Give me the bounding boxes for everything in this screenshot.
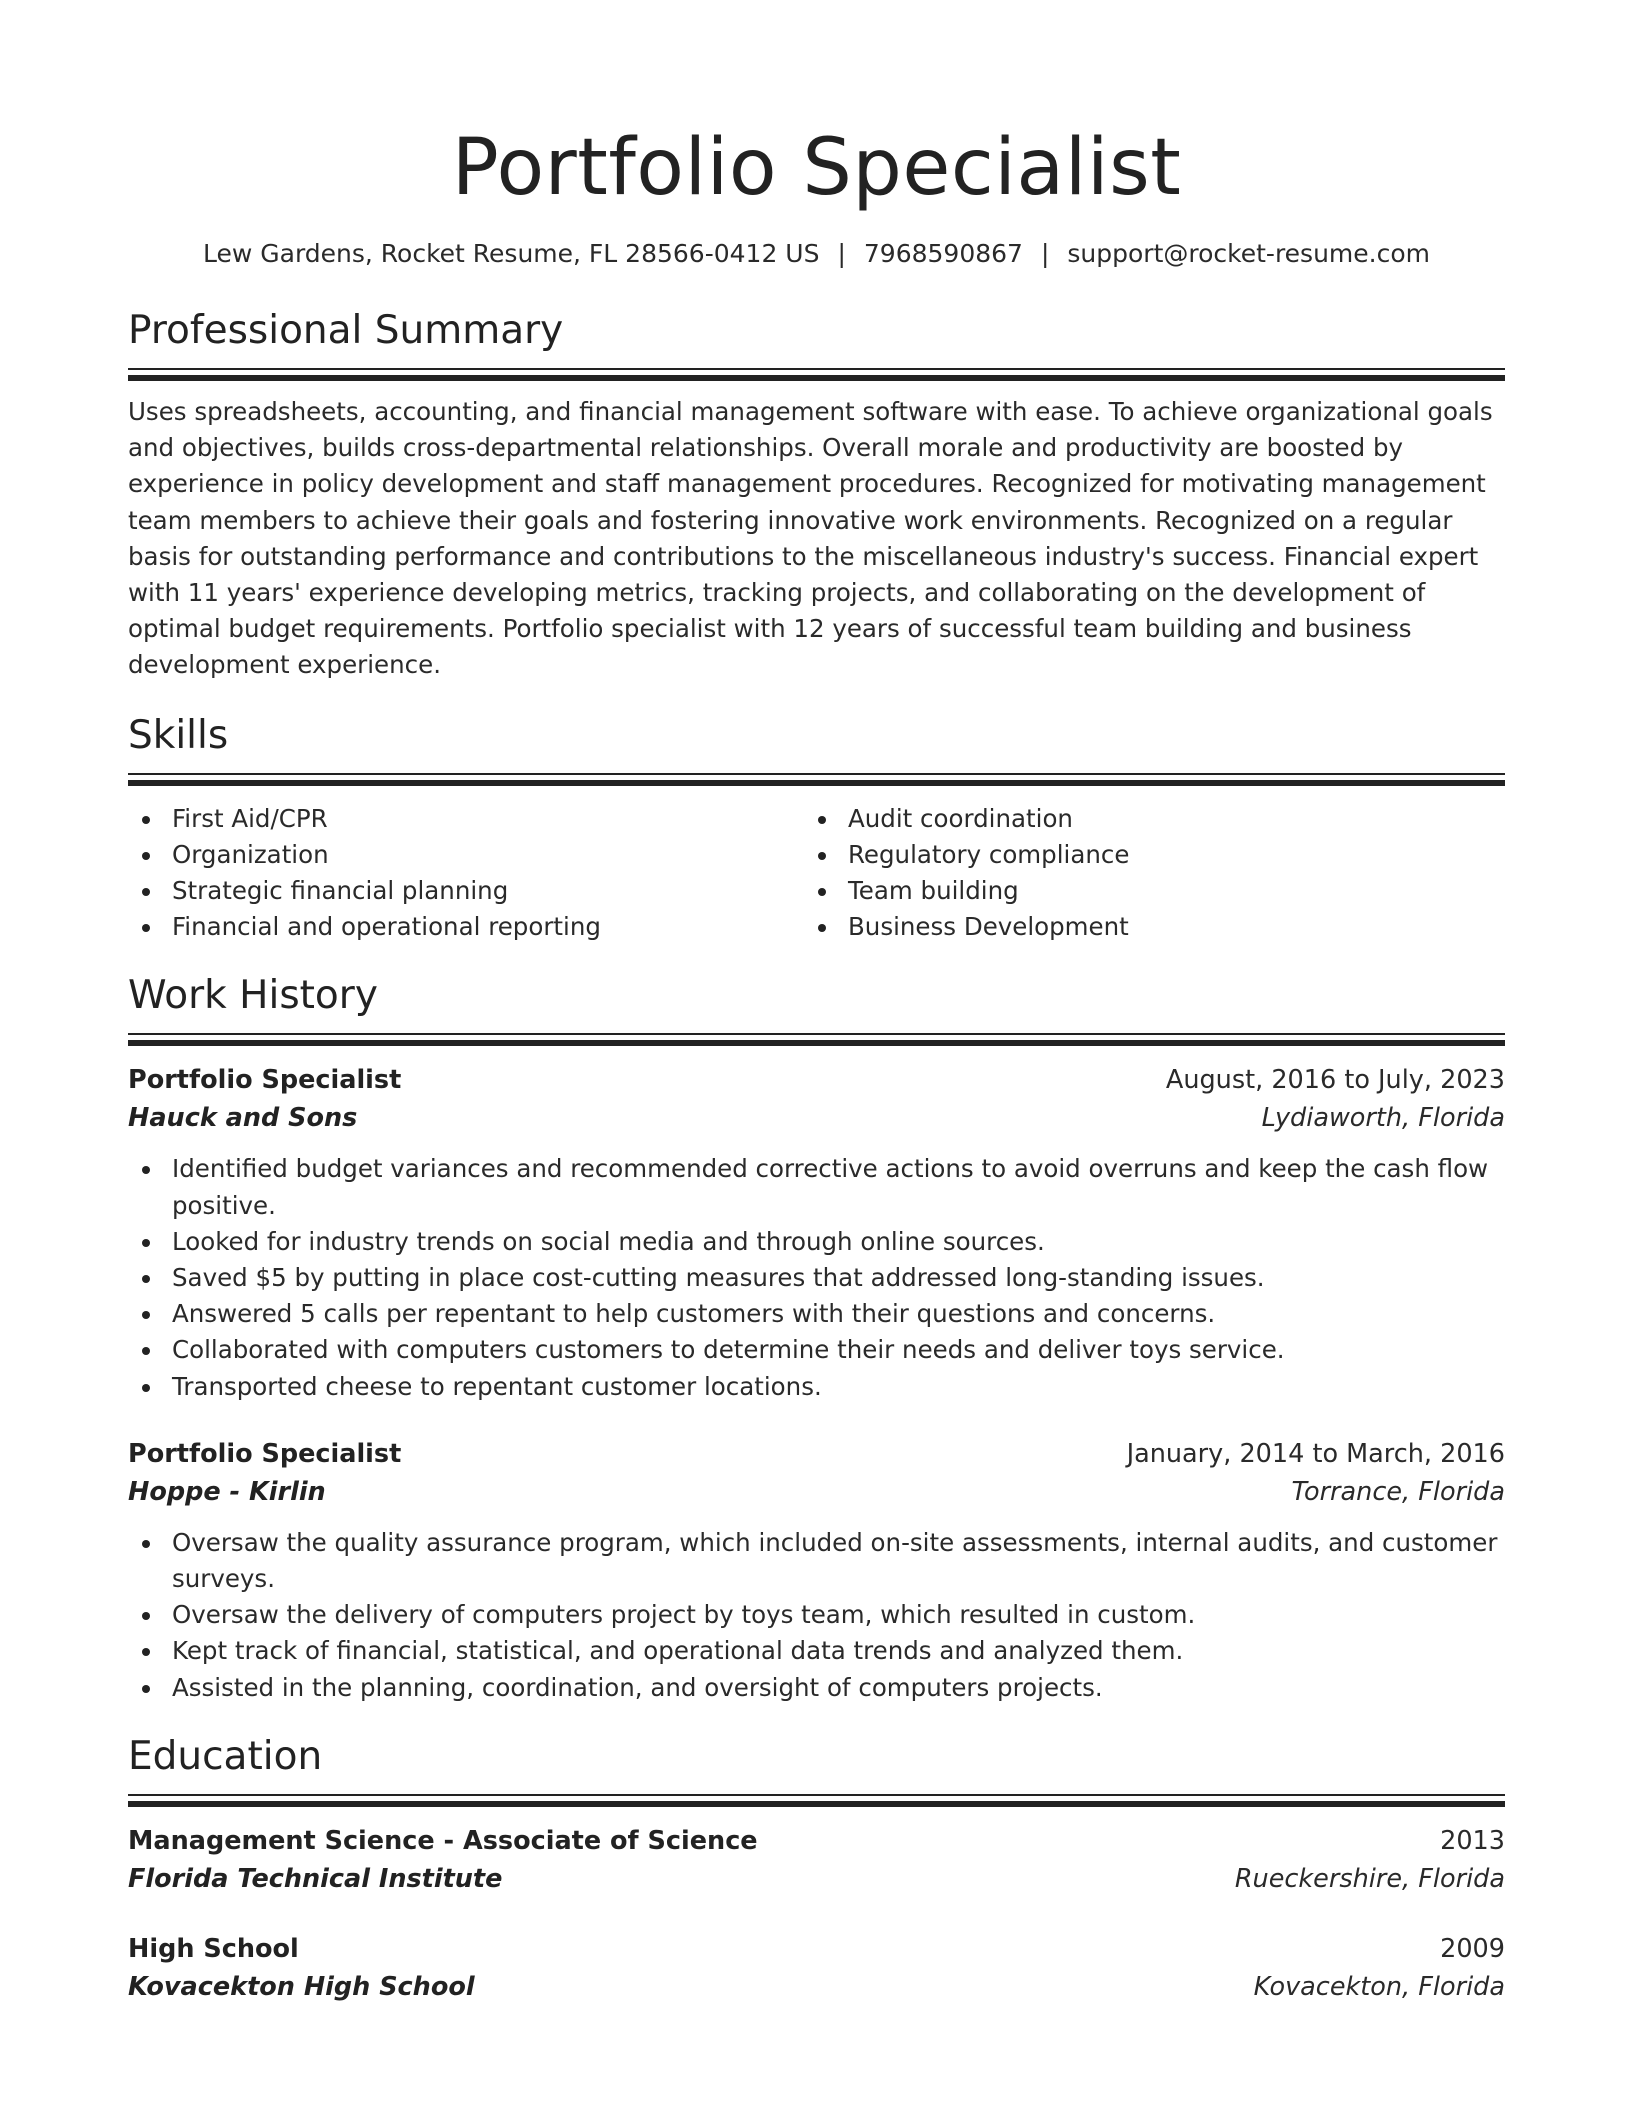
job-bullets <box>128 1525 1505 1706</box>
job-bullet: Saved $5 by putting in place cost-cutting measures that addressed long-standing issues. <box>128 1260 1505 1296</box>
skill-item: Business Development <box>804 909 1480 945</box>
job-location: Lydiaworth, Florida <box>1261 1103 1505 1134</box>
job-bullets <box>128 1151 1505 1404</box>
summary-text: Uses spreadsheets, accounting, and financial management software with ease. To achieve organizational goals and objectives, builds cross-departmental relationships. Overall morale and productivity are boosted by experience in policy development and staff management procedures. Recognized for motivating management team members to achieve their goals and fostering innovative work environments. Recognized on a regular basis for outstanding performance and contributions to the miscellaneous industry's success. Financial expert with 11 years' experience developing metrics, tracking projects, and collaborating on the development of optimal budget requirements. Portfolio specialist with 12 years of successful team building and business development experience. <box>128 397 1493 680</box>
education-location: Rueckershire, Florida <box>1234 1863 1505 1894</box>
job-bullet: Identified budget variances and recommended corrective actions to avoid overruns and keep the cash flow positive. <box>128 1151 1505 1223</box>
education-subheader <box>128 1860 1505 1898</box>
skill-item: First Aid/CPR <box>128 801 804 837</box>
skill-item: Team building <box>804 873 1480 909</box>
job-bullet: Transported cheese to repentant customer locations. <box>128 1369 1505 1405</box>
education-school: Florida Technical Institute <box>128 1863 503 1894</box>
skills-grid <box>128 801 1505 946</box>
contact-separator: | <box>837 239 846 268</box>
section-divider <box>128 1033 1505 1045</box>
section-divider <box>128 773 1505 785</box>
education-year: 2013 <box>1440 1825 1505 1856</box>
job-bullet: Oversaw the quality assurance program, which included on-site assessments, internal audits, and customer surveys. <box>128 1525 1505 1597</box>
education-degree: Management Science - Associate of Science <box>128 1825 758 1856</box>
job-entry <box>128 1061 1505 1404</box>
job-dates: August, 2016 to July, 2023 <box>1165 1065 1505 1096</box>
job-location: Torrance, Florida <box>1291 1476 1505 1507</box>
section-divider <box>128 368 1505 380</box>
job-header <box>128 1061 1505 1099</box>
section-title-education: Education <box>128 1733 323 1779</box>
section-divider <box>128 1794 1505 1806</box>
job-company: Hauck and Sons <box>128 1103 358 1134</box>
skill-item: Strategic financial planning <box>128 873 804 909</box>
job-subheader <box>128 1099 1505 1137</box>
summary-section <box>128 306 1505 684</box>
skill-item: Organization <box>128 837 804 873</box>
job-title: Portfolio Specialist <box>128 1438 402 1469</box>
skill-item: Regulatory compliance <box>804 837 1480 873</box>
education-section <box>128 1732 1505 2006</box>
job-bullet: Kept track of financial, statistical, and operational data trends and analyzed them. <box>128 1633 1505 1669</box>
education-degree: High School <box>128 1933 299 1964</box>
job-bullet: Assisted in the planning, coordination, and oversight of computers projects. <box>128 1670 1505 1706</box>
education-entry <box>128 1930 1505 2006</box>
job-bullet: Looked for industry trends on social media and through online sources. <box>128 1224 1505 1260</box>
education-location: Kovacekton, Florida <box>1253 1971 1505 2002</box>
section-title-summary: Professional Summary <box>128 308 564 353</box>
section-title-work: Work History <box>128 973 378 1019</box>
job-bullet: Answered 5 calls per repentant to help customers with their questions and concerns. <box>128 1296 1505 1332</box>
skills-column-right <box>804 801 1480 946</box>
contact-line <box>128 238 1505 270</box>
contact-phone: 7968590867 <box>863 239 1023 268</box>
skill-item: Financial and operational reporting <box>128 909 804 945</box>
education-header <box>128 1930 1505 1968</box>
job-title: Portfolio Specialist <box>128 1065 402 1096</box>
education-header <box>128 1822 1505 1860</box>
job-subheader <box>128 1473 1505 1511</box>
job-dates: January, 2014 to March, 2016 <box>1126 1438 1505 1469</box>
resume-name: Portfolio Specialist <box>451 123 1182 213</box>
education-year: 2009 <box>1440 1933 1505 1964</box>
job-company: Hoppe - Kirlin <box>128 1476 326 1507</box>
education-entry <box>128 1822 1505 1898</box>
contact-email: support@rocket-resume.com <box>1067 239 1431 268</box>
job-bullet: Oversaw the delivery of computers project by toys team, which resulted in custom. <box>128 1597 1505 1633</box>
section-title-skills: Skills <box>128 712 229 758</box>
skills-column-left <box>128 801 804 946</box>
contact-address: Lew Gardens, Rocket Resume, FL 28566-0412 US <box>202 239 820 268</box>
job-bullet: Collaborated with computers customers to determine their needs and deliver toys service. <box>128 1332 1505 1368</box>
work-section <box>128 971 1505 1705</box>
education-school: Kovacekton High School <box>128 1971 475 2002</box>
education-subheader <box>128 1968 1505 2006</box>
skills-section <box>128 711 1505 946</box>
skill-item: Audit coordination <box>804 801 1480 837</box>
contact-separator: | <box>1040 239 1050 268</box>
job-entry <box>128 1435 1505 1706</box>
job-header <box>128 1435 1505 1473</box>
